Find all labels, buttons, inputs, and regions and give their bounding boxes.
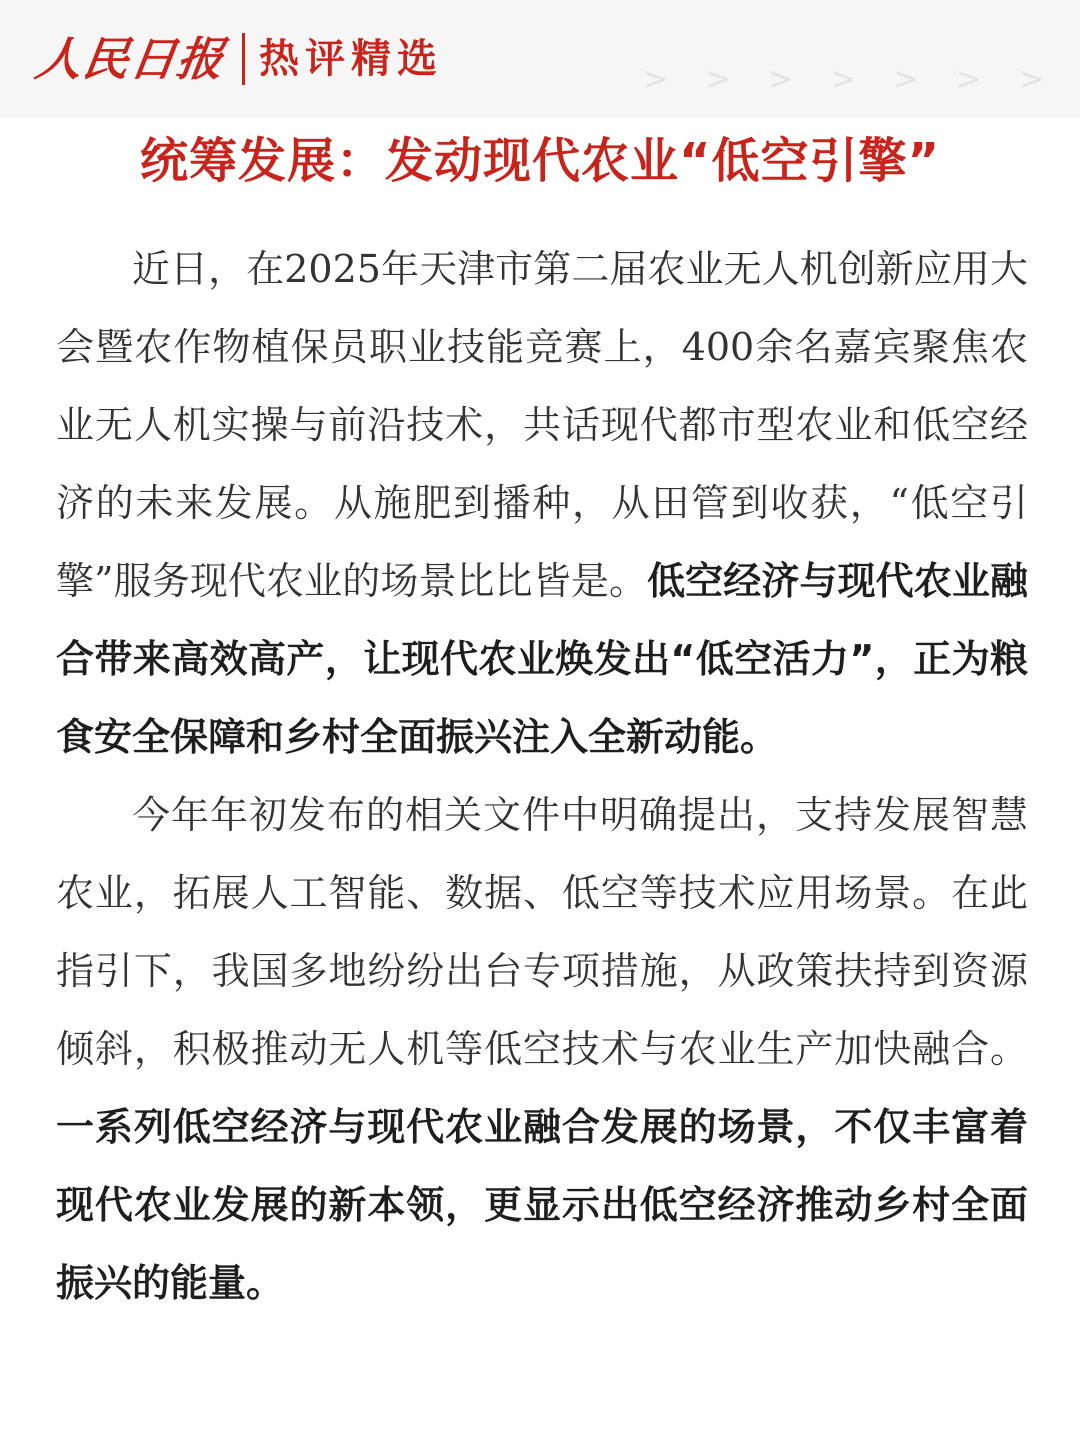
paragraph-1-highlight: 低空经济与现代农业融合带来高效高产，让现代农业焕发出“低空活力”，正为粮食安全保障和乡村全面振兴注入全新动能。 <box>56 559 1028 759</box>
people-daily-logo: 人民日报 <box>32 32 228 86</box>
paragraph-2-text: 今年年初发布的相关文件中明确提出，支持发展智慧农业，拓展人工智能、数据、低空等技术应用场景。在此指引下，我国多地纷纷出台专项措施，从政策扶持到资源倾斜，积极推动无人机等低空技术与农业生产加快融合。 <box>56 793 1028 1071</box>
brand-divider <box>242 33 245 85</box>
article-title: 统筹发展：发动现代农业“低空引擎” <box>139 133 941 189</box>
article-body <box>56 230 1028 1322</box>
brand <box>32 24 443 94</box>
paragraph-2-highlight: 一系列低空经济与现代农业融合发展的场景，不仅丰富着现代农业发展的新本领，更显示出低空经济推动乡村全面振兴的能量。 <box>56 1105 1028 1305</box>
paragraph-2 <box>56 776 1028 1322</box>
section-label: 热评精选 <box>259 36 443 82</box>
paragraph-1 <box>56 230 1028 776</box>
paragraph-1-text: 近日，在2025年天津市第二届农业无人机创新应用大会暨农作物植保员职业技能竞赛上，400余名嘉宾聚焦农业无人机实操与前沿技术，共话现代都市型农业和低空经济的未来发展。从施肥到播种，从田管到收获，“低空引擎”服务现代农业的场景比比皆是。 <box>56 247 1028 603</box>
header-bar <box>0 0 1080 118</box>
decorative-arrows: > > > > > > > <box>642 62 1058 97</box>
